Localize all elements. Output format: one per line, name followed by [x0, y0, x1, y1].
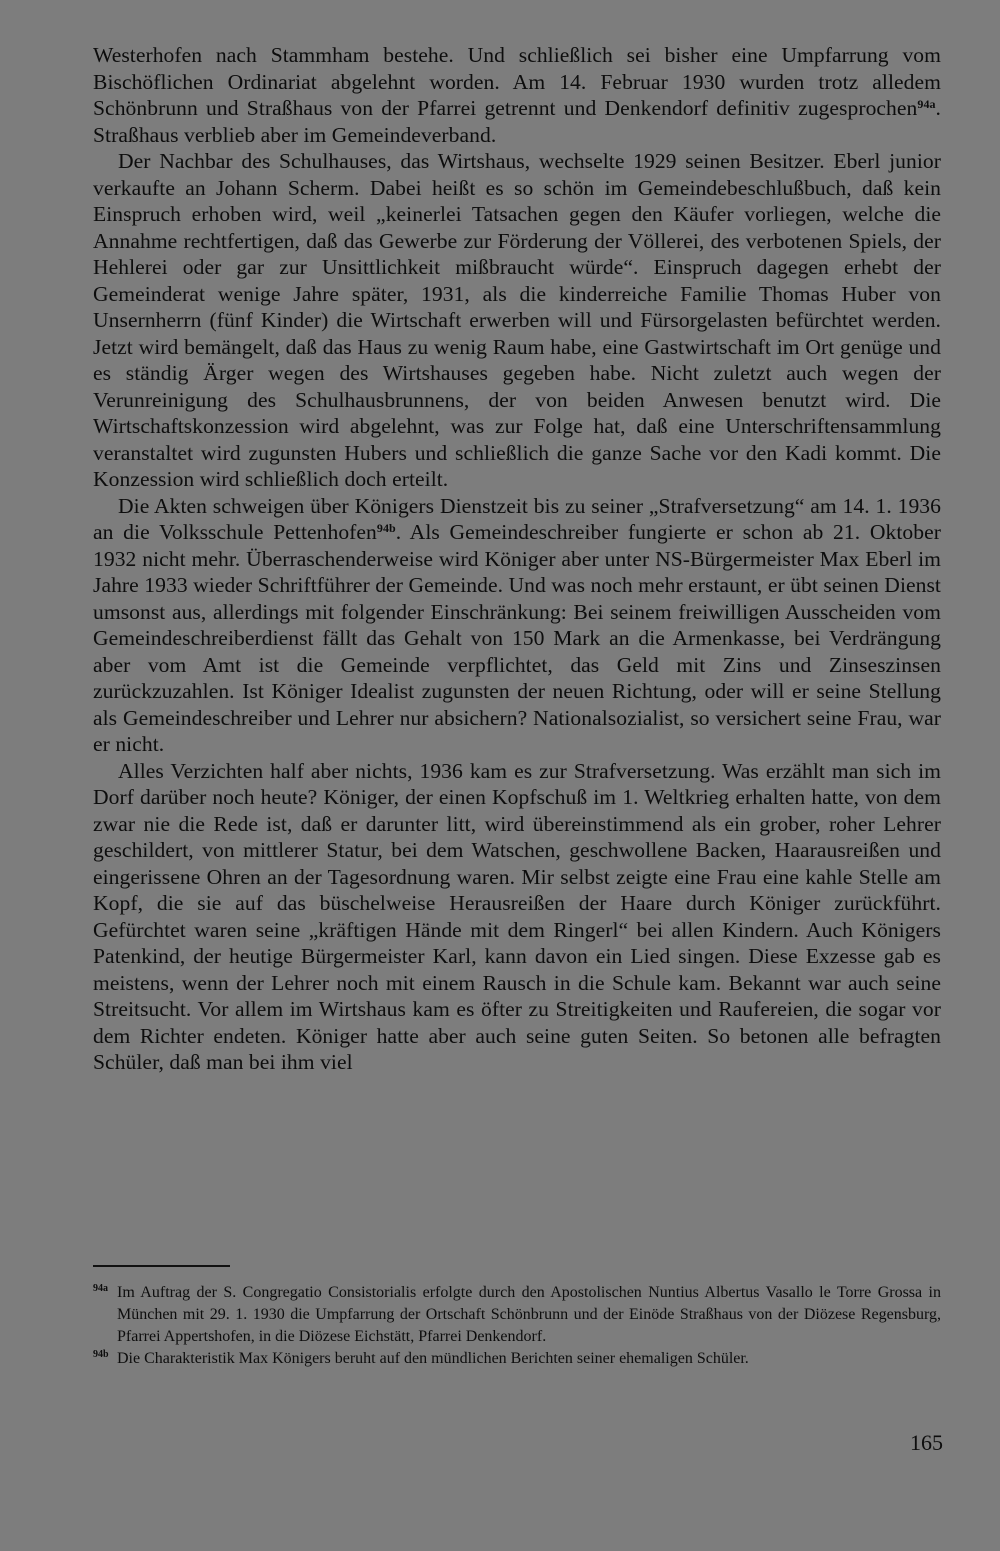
page-number: 165: [910, 1430, 943, 1455]
footnote-text: Die Charakteristik Max Königers beruht auf den mündlichen Berichten seiner ehemaligen Schüler.: [117, 1350, 749, 1367]
paragraph-text: Die Akten schweigen über Königers Dienstzeit bis zu seiner „Strafversetzung“ am 14. 1. 1936 an die Volksschule Pettenhofen: [93, 493, 941, 544]
footnote-94b: [93, 1348, 941, 1370]
footnote-marker: 94a: [93, 1283, 108, 1294]
paragraph: [93, 42, 941, 148]
footnotes: [93, 1282, 941, 1370]
paragraph-text: Alles Verzichten half aber nichts, 1936 kam es zur Strafversetzung. Was erzählt man sich im Dorf darüber noch heute? Königer, der einen Kopfschuß im 1. Weltkrieg erhalten hatte, von dem zwar nie die Rede ist, daß er darunter litt, wird übereinstimmend als ein grober, roher Lehrer geschildert, von mittlerer Statur, bei dem Watschen, geschwollene Backen, Haarausreißen und eingerissene Ohren an der Tagesordnung waren. Mir selbst zeigte eine Frau eine kahle Stelle am Kopf, die sie auf das büschelweise Herausreißen der Haare durch Königer zurückführt. Gefürchtet waren seine „kräftigen Hände mit dem Ringerl“ bei allen Kindern. Auch Königers Patenkind, der heutige Bürgermeister Karl, kann davon ein Lied singen. Diese Exzesse gab es meistens, wenn der Lehrer noch mit einem Rausch in die Schule kam. Bekannt war auch seine Streitsucht. Vor allem im Wirtshaus kam es öfter zu Streitigkeiten und Raufereien, die sogar vor dem Richter endeten. Königer hatte aber auch seine guten Seiten. So betonen alle befragten Schüler, daß man bei ihm viel: [93, 758, 941, 1074]
footnote-94a: [93, 1282, 941, 1348]
paragraph: [93, 148, 941, 493]
paragraph: [93, 493, 941, 758]
body-text: [93, 42, 941, 1076]
footnote-marker: 94b: [93, 1349, 109, 1360]
footnote-rule: [93, 1265, 230, 1267]
footnote-reference: 94b: [376, 521, 396, 535]
paragraph-text: Der Nachbar des Schulhauses, das Wirtshaus, wechselte 1929 seinen Besitzer. Eberl junior verkaufte an Johann Scherm. Dabei heißt es so schön im Gemeindebeschlußbuch, daß kein Einspruch erhoben wird, weil „keinerlei Tatsachen gegen den Käufer vorliegen, welche die Annahme rechtfertigen, daß das Gewerbe zur Förderung der Völlerei, des verbotenen Spiels, der Hehlerei oder gar zur Unsittlichkeit mißbraucht würde“. Einspruch dagegen erhebt der Gemeinderat wenige Jahre später, 1931, als die kinderreiche Familie Thomas Huber von Unsernherrn (fünf Kinder) die Wirtschaft erwerben will und Fürsorgelasten befürchtet werden. Jetzt wird bemängelt, daß das Haus zu wenig Raum habe, eine Gastwirtschaft im Ort genüge und es ständig Ärger wegen des Wirtshauses gegeben habe. Nicht zuletzt auch wegen der Verunreinigung des Schulhausbrunnens, der von beiden Anwesen benutzt wird. Die Wirtschaftskonzession wird abgelehnt, was zur Folge hat, daß eine Unterschriftensammlung veranstaltet wird zugunsten Hubers und schließlich die ganze Sache vor den Kadi kommt. Die Konzession wird schließlich doch erteilt.: [93, 149, 941, 491]
page-body: [93, 42, 941, 1076]
paragraph: [93, 758, 941, 1076]
footnote-reference: 94a: [917, 97, 936, 111]
paragraph-text: Westerhofen nach Stammham bestehe. Und schließlich sei bisher eine Umpfarrung vom Bischöflichen Ordinariat abgelehnt worden. Am 14. Februar 1930 wurden trotz alledem Schönbrunn und Straßhaus von der Pfarrei getrennt und Denkendorf definitiv zugesprochen: [93, 43, 941, 120]
paragraph-text: . Straßhaus verblieb aber im Gemeindeverband.: [93, 96, 941, 147]
paragraph-text: . Als Gemeindeschreiber fungierte er schon ab 21. Oktober 1932 nicht mehr. Überraschenderweise wird Königer aber unter NS-Bürgermeister Max Eberl im Jahre 1933 wieder Schriftführer der Gemeinde. Und was noch mehr erstaunt, er übt seinen Dienst umsonst aus, allerdings mit folgender Einschränkung: Bei seinem freiwilligen Ausscheiden vom Gemeindeschreiberdienst fällt das Gehalt von 150 Mark an die Armenkasse, bei Verdrängung aber vom Amt ist die Gemeinde verpflichtet, das Geld mit Zins und Zinseszinsen zurückzuzahlen. Ist Königer Idealist zugunsten der neuen Richtung, oder will er seine Stellung als Gemeindeschreiber und Lehrer nur absichern? Nationalsozialist, so versichert seine Frau, war er nicht.: [93, 520, 941, 756]
footnote-text: Im Auftrag der S. Congregatio Consistorialis erfolgte durch den Apostolischen Nuntius Albertus Vasallo le Torre Grossa in München mit 29. 1. 1930 die Umpfarrung der Ortschaft Schönbrunn und der Einöde Straßhaus von der Diözese Regensburg, Pfarrei Appertshofen, in die Diözese Eichstätt, Pfarrei Denkendorf.: [117, 1284, 941, 1345]
